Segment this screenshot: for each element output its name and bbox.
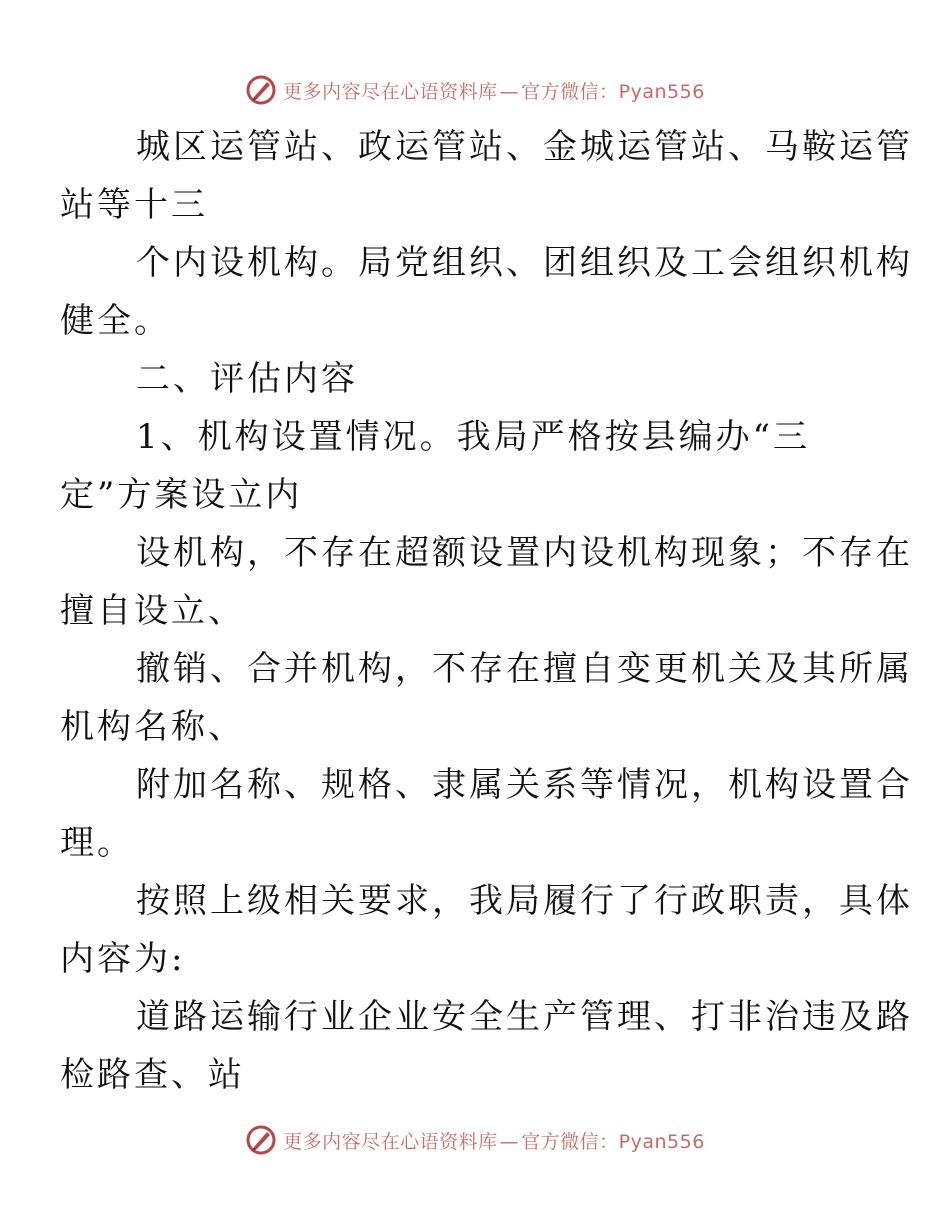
header-banner	[0, 70, 950, 110]
pen-circle-logo-icon	[245, 1124, 277, 1156]
paragraph: 设机构，不存在超额设置内设机构现象；不存在 擅自设立、	[60, 533, 913, 631]
paragraph: 1、机构设置情况。我局严格按县编办“三 定”方案设立内	[60, 417, 811, 515]
footer-banner-text: 更多内容尽在心语资料库 — 官方微信：Pyan556	[283, 1130, 705, 1153]
paragraph: 按照上级相关要求，我局履行了行政职责，具体 内容为:	[60, 881, 913, 979]
header-banner-text: 更多内容尽在心语资料库 — 官方微信：Pyan556	[283, 80, 705, 103]
section-heading: 二、评估内容	[136, 359, 358, 399]
paragraph: 道路运输行业企业安全生产管理、打非治违及路 检路查、站	[60, 997, 913, 1095]
paragraph: 撤销、合并机构，不存在擅自变更机关及其所属 机构名称、	[60, 649, 913, 747]
footer-banner	[0, 1120, 950, 1160]
paragraph: 个内设机构。局党组织、团组织及工会组织机构 健全。	[60, 243, 913, 341]
paragraph: 城区运管站、政运管站、金城运管站、马鞍运管 站等十三	[60, 127, 913, 225]
pen-circle-logo-icon	[245, 74, 277, 106]
paragraph: 附加名称、规格、隶属关系等情况，机构设置合 理。	[60, 765, 913, 863]
document-body	[60, 118, 913, 1104]
